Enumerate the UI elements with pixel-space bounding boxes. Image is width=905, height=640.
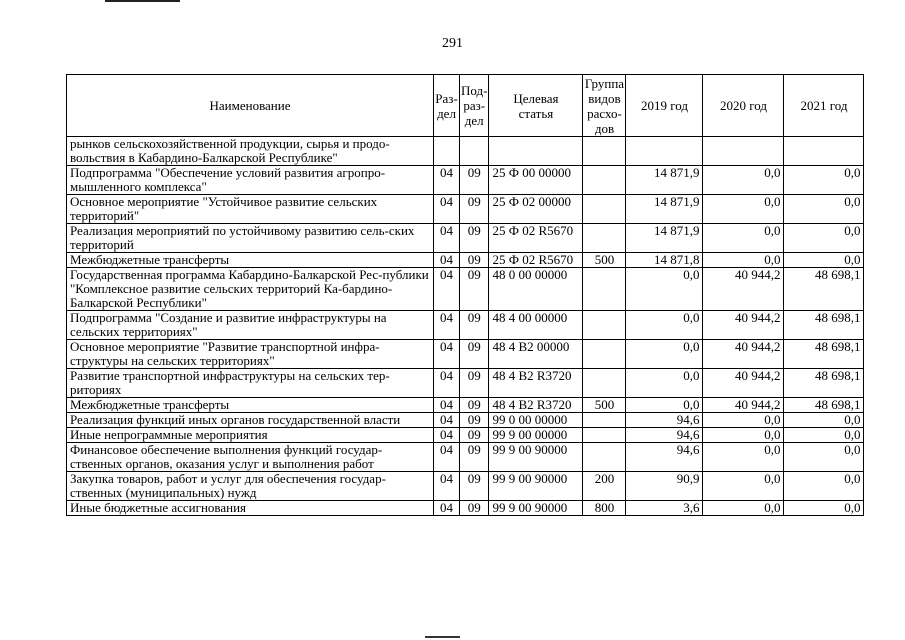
cell-2020: 0,0 [703, 166, 784, 195]
cell-2021: 48 698,1 [784, 398, 864, 413]
cell-expense-group: 200 [583, 472, 626, 501]
header-expense-group [583, 75, 626, 137]
cell-target-code: 99 9 00 90000 [489, 472, 583, 501]
cell-section: 04 [434, 443, 460, 472]
cell-name: рынков сельскохозяйственной продукции, сырья и продо-вольствия в Кабардино-Балкарской Республике" [67, 137, 434, 166]
cell-target-code: 99 9 00 00000 [489, 428, 583, 443]
cell-expense-group [583, 369, 626, 398]
cell-2020: 0,0 [703, 501, 784, 516]
cell-section: 04 [434, 413, 460, 428]
table-row [67, 472, 864, 501]
cell-section: 04 [434, 166, 460, 195]
cell-target-code: 25 Ф 02 R5670 [489, 253, 583, 268]
cell-2020: 40 944,2 [703, 340, 784, 369]
cell-2020 [703, 137, 784, 166]
cell-expense-group [583, 413, 626, 428]
cell-target-code: 99 0 00 00000 [489, 413, 583, 428]
cell-subsection [460, 137, 489, 166]
cell-section [434, 137, 460, 166]
cell-target-code: 25 Ф 00 00000 [489, 166, 583, 195]
cell-2021: 0,0 [784, 166, 864, 195]
table-row [67, 413, 864, 428]
cell-2021: 0,0 [784, 501, 864, 516]
cell-2019: 14 871,9 [626, 195, 703, 224]
cell-section: 04 [434, 369, 460, 398]
cell-expense-group [583, 137, 626, 166]
cell-section: 04 [434, 195, 460, 224]
cell-2021: 48 698,1 [784, 369, 864, 398]
cell-section: 04 [434, 472, 460, 501]
cell-name: Межбюджетные трансферты [67, 398, 434, 413]
cell-subsection: 09 [460, 253, 489, 268]
cell-2020: 0,0 [703, 472, 784, 501]
cell-expense-group [583, 268, 626, 311]
header-target-article [489, 75, 583, 137]
cell-subsection: 09 [460, 398, 489, 413]
cell-target-code: 48 4 B2 00000 [489, 340, 583, 369]
cell-2019: 3,6 [626, 501, 703, 516]
header-section [434, 75, 460, 137]
cell-2021: 0,0 [784, 224, 864, 253]
table-row [67, 195, 864, 224]
cell-2021: 0,0 [784, 195, 864, 224]
cell-expense-group [583, 195, 626, 224]
cell-section: 04 [434, 268, 460, 311]
cell-2019: 14 871,9 [626, 166, 703, 195]
cell-name: Государственная программа Кабардино-Балкарской Рес-публики "Комплексное развитие сельских территорий Ка-бардино-Балкарской Республики" [67, 268, 434, 311]
cell-section: 04 [434, 398, 460, 413]
cell-2021: 48 698,1 [784, 268, 864, 311]
cell-2019: 94,6 [626, 428, 703, 443]
cell-name: Реализация мероприятий по устойчивому развитию сель-ских территорий [67, 224, 434, 253]
cell-expense-group [583, 166, 626, 195]
cell-expense-group: 500 [583, 253, 626, 268]
cell-2019: 14 871,9 [626, 224, 703, 253]
cell-2020: 40 944,2 [703, 268, 784, 311]
table-row [67, 137, 864, 166]
cell-subsection: 09 [460, 413, 489, 428]
cell-subsection: 09 [460, 369, 489, 398]
cell-name: Иные непрограммные мероприятия [67, 428, 434, 443]
cell-subsection: 09 [460, 268, 489, 311]
cell-expense-group [583, 311, 626, 340]
table-row [67, 428, 864, 443]
cell-2021: 0,0 [784, 472, 864, 501]
cell-target-code: 48 0 00 00000 [489, 268, 583, 311]
cell-2020: 0,0 [703, 428, 784, 443]
table-row [67, 369, 864, 398]
cell-name: Межбюджетные трансферты [67, 253, 434, 268]
cell-2021: 48 698,1 [784, 311, 864, 340]
cell-target-code: 99 9 00 90000 [489, 501, 583, 516]
cell-expense-group: 500 [583, 398, 626, 413]
table-body [67, 137, 864, 516]
page-number: 291 [442, 36, 463, 51]
cell-2021: 0,0 [784, 413, 864, 428]
cell-2020: 0,0 [703, 224, 784, 253]
cell-2020: 40 944,2 [703, 369, 784, 398]
cell-target-code [489, 137, 583, 166]
header-group-text: Группа видов расхо- дов [584, 75, 625, 136]
cell-target-code: 25 Ф 02 00000 [489, 195, 583, 224]
cell-name: Финансовое обеспечение выполнения функций государ-ственных органов, оказания услуг и выполнения работ [67, 443, 434, 472]
cell-expense-group [583, 428, 626, 443]
cell-section: 04 [434, 224, 460, 253]
cell-name: Подпрограмма "Создание и развитие инфраструктуры на сельских территориях" [67, 311, 434, 340]
cell-2021: 0,0 [784, 428, 864, 443]
cell-target-code: 48 4 00 00000 [489, 311, 583, 340]
cell-2021 [784, 137, 864, 166]
header-year-2019: 2019 год [626, 75, 703, 137]
cell-target-code: 48 4 B2 R3720 [489, 369, 583, 398]
table-row [67, 398, 864, 413]
scan-artifact-top [105, 0, 180, 2]
cell-name: Иные бюджетные ассигнования [67, 501, 434, 516]
cell-2019: 0,0 [626, 398, 703, 413]
cell-section: 04 [434, 340, 460, 369]
table-row [67, 224, 864, 253]
cell-section: 04 [434, 253, 460, 268]
cell-2021: 48 698,1 [784, 340, 864, 369]
cell-2019: 0,0 [626, 311, 703, 340]
cell-name: Подпрограмма "Обеспечение условий развития агропро-мышленного комплекса" [67, 166, 434, 195]
cell-name: Закупка товаров, работ и услуг для обеспечения государ-ственных (муниципальных) нужд [67, 472, 434, 501]
header-subsection [460, 75, 489, 137]
cell-section: 04 [434, 428, 460, 443]
cell-target-code: 99 9 00 90000 [489, 443, 583, 472]
cell-subsection: 09 [460, 443, 489, 472]
header-year-2021: 2021 год [784, 75, 864, 137]
table-row [67, 443, 864, 472]
cell-subsection: 09 [460, 166, 489, 195]
cell-2020: 40 944,2 [703, 311, 784, 340]
cell-expense-group: 800 [583, 501, 626, 516]
cell-expense-group [583, 340, 626, 369]
cell-2019: 90,9 [626, 472, 703, 501]
cell-2019: 14 871,8 [626, 253, 703, 268]
cell-subsection: 09 [460, 472, 489, 501]
cell-2021: 0,0 [784, 443, 864, 472]
cell-2020: 0,0 [703, 253, 784, 268]
cell-2019: 0,0 [626, 369, 703, 398]
cell-2019: 94,6 [626, 443, 703, 472]
cell-2019: 0,0 [626, 268, 703, 311]
table-header-row [67, 75, 864, 137]
header-name: Наименование [67, 75, 434, 137]
budget-table [66, 74, 864, 516]
cell-subsection: 09 [460, 428, 489, 443]
cell-2020: 0,0 [703, 413, 784, 428]
cell-subsection: 09 [460, 311, 489, 340]
cell-subsection: 09 [460, 195, 489, 224]
table-row [67, 501, 864, 516]
cell-section: 04 [434, 501, 460, 516]
cell-subsection: 09 [460, 224, 489, 253]
cell-name: Развитие транспортной инфраструктуры на сельских тер-риториях [67, 369, 434, 398]
cell-2020: 0,0 [703, 195, 784, 224]
cell-2020: 40 944,2 [703, 398, 784, 413]
cell-2019: 0,0 [626, 340, 703, 369]
cell-2020: 0,0 [703, 443, 784, 472]
cell-name: Основное мероприятие "Развитие транспортной инфра-структуры на сельских территориях" [67, 340, 434, 369]
cell-target-code: 48 4 B2 R3720 [489, 398, 583, 413]
table-row [67, 253, 864, 268]
header-target-text: Целевая статья [513, 90, 559, 121]
table-row [67, 166, 864, 195]
table-row [67, 311, 864, 340]
cell-2019 [626, 137, 703, 166]
cell-2021: 0,0 [784, 253, 864, 268]
table-row [67, 268, 864, 311]
cell-name: Реализация функций иных органов государственной власти [67, 413, 434, 428]
cell-subsection: 09 [460, 340, 489, 369]
table-row [67, 340, 864, 369]
header-subsection-text: Под- раз- дел [461, 83, 488, 128]
cell-expense-group [583, 224, 626, 253]
scan-artifact-bottom [425, 636, 460, 638]
header-year-2020: 2020 год [703, 75, 784, 137]
cell-name: Основное мероприятие "Устойчивое развитие сельских территорий" [67, 195, 434, 224]
cell-2019: 94,6 [626, 413, 703, 428]
cell-target-code: 25 Ф 02 R5670 [489, 224, 583, 253]
cell-section: 04 [434, 311, 460, 340]
cell-expense-group [583, 443, 626, 472]
cell-subsection: 09 [460, 501, 489, 516]
header-section-text: Раз- дел [435, 90, 458, 121]
